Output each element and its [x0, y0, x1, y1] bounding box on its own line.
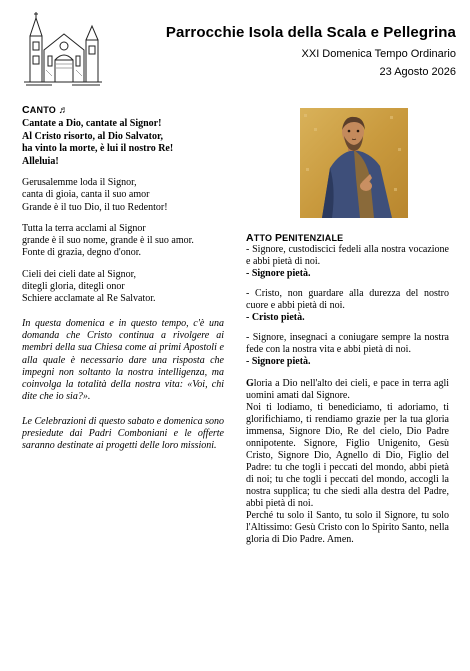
atto-response-1: - Signore pietà. — [246, 268, 311, 279]
gloria-body: Noi ti lodiamo, ti benediciamo, ti adoriamo, ti glorifichiamo, ti rendiamo grazie per la tua gloria immensa, Signore Dio, Re del cielo, Dio Padre onnipotente. Signore, Figlio Unigenito, Gesù Cristo, Signore Dio, Agnello di Dio, Figlio del Padre: tu che togli i peccati del mondo, abbi pietà di noi; tu che togli i peccati del mondo, accogli la nostra supplica; tu che siedi alla destra del Padre, abbi pietà di noi. — [246, 402, 449, 509]
canto-stanza-2: Tutta la terra acclami al Signor grande è il suo nome, grande è il suo amor. Fonte di grazia, degno d'onor. — [22, 222, 194, 259]
atto-invocation-1: - Signore, custodiscici fedeli alla nostra vocazione e abbi pietà di noi. — [246, 244, 449, 267]
atto-invocation-3: - Signore, insegnaci a coniugare sempre la nostra fede con la nostra vita e abbi pietà di noi. — [246, 332, 449, 355]
gloria-ending: Perché tu solo il Santo, tu solo il Signore, tu solo l'Altissimo: Gesù Cristo con lo Spirito Santo, nella gloria di Dio Padre. Amen. — [246, 510, 449, 545]
date-label: 23 Agosto 2026 — [379, 66, 456, 78]
music-note-icon: ♬ — [58, 105, 69, 116]
page-title: Parrocchie Isola della Scala e Pellegrina — [165, 24, 456, 41]
canto-refrain: Cantate a Dio, cantate al Signor! Al Cristo risorto, al Dio Salvator, ha vinto la morte, è lui il nostro Re! Alleluia! — [22, 118, 174, 167]
atto-heading: ATTO PENITENZIALE — [246, 232, 344, 244]
right-column — [246, 232, 449, 546]
reflection-paragraph: In questa domenica e in questo tempo, c'è una domanda che Cristo continua a rivolgere ai membri della sua Chiesa come ai primi Apostoli e alla quale è necessario dare una risposta che impegni non soltanto la nostra intelligenza, ma coinvolga la totalità della nostra vita: «Voi, chi dite che io sia?». — [22, 317, 224, 403]
canto-heading: CANTO ♬ — [22, 104, 69, 116]
church-logo — [22, 10, 104, 88]
apostle-mosaic-image — [300, 108, 408, 218]
canto-stanza-1: Gerusalemme loda il Signor, canta di gioia, canta il suo amor Grande è il tuo Dio, il tuo Redentor! — [22, 177, 168, 213]
liturgy-subtitle: XXI Domenica Tempo Ordinario — [301, 48, 456, 60]
canto-stanza-3: Cieli dei cieli date al Signor, ditegli gloria, ditegli onor Schiere acclamate al Re Salvator. — [22, 268, 156, 305]
gloria-intro: Gloria a Dio nell'alto dei cieli, e pace in terra agli uomini amati dal Signore. — [246, 378, 449, 401]
left-column — [22, 104, 224, 453]
atto-invocation-2: - Cristo, non guardare alla durezza del nostro cuore e abbi pietà di noi. — [246, 288, 449, 311]
atto-response-2: - Cristo pietà. — [246, 312, 305, 323]
notice-paragraph: Le Celebrazioni di questo sabato e domenica sono presiedute dai Padri Comboniani e le offerte saranno destinate ai progetti delle loro missioni. — [22, 415, 224, 452]
atto-response-3: - Signore pietà. — [246, 356, 311, 367]
